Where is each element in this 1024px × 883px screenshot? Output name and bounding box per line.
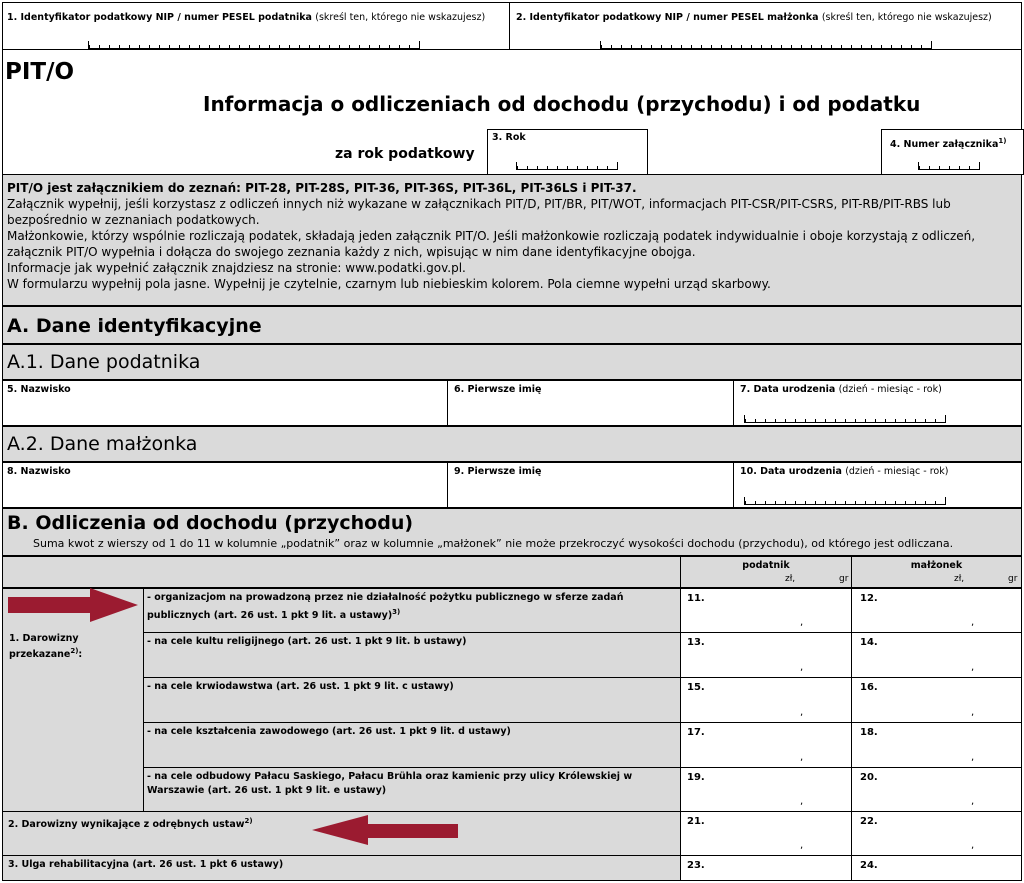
field-6-label: 6. Pierwsze imię bbox=[454, 384, 542, 395]
info-line-1: PIT/O jest załącznikiem do zeznań: PIT-28, PIT-28S, PIT-36, PIT-36S, PIT-36L, PIT-36LS i PIT-37. bbox=[7, 181, 637, 195]
field-4-label: 4. Numer załącznika bbox=[890, 139, 999, 151]
field-23-number: 23. bbox=[687, 860, 705, 871]
row-3-description bbox=[2, 855, 681, 881]
group-1-colon: : bbox=[78, 649, 83, 661]
row-1c-text: - na cele krwiodawstwa (art. 26 ust. 1 pkt 9 lit. c ustawy) bbox=[147, 681, 454, 692]
field-17-separator: , bbox=[800, 752, 804, 763]
field-12-separator: , bbox=[971, 617, 975, 628]
column-taxpayer-label: podatnik bbox=[742, 560, 790, 571]
field-1-digit-boxes bbox=[88, 41, 420, 49]
row-1e-text: - na cele odbudowy Pałacu Saskiego, Pałacu Brühla oraz kamienic przy ulicy Królewskiej w Warszawie (art. 26 ust. 1 pkt 9 lit. e ustawy) bbox=[147, 771, 633, 796]
field-2-label: 2. Identyfikator podatkowy NIP / numer PESEL małżonka bbox=[516, 12, 819, 23]
row-3-text: 3. Ulga rehabilitacyjna (art. 26 ust. 1 pkt 6 ustawy) bbox=[8, 859, 284, 870]
field-8-label: 8. Nazwisko bbox=[7, 466, 71, 477]
field-14-separator: , bbox=[971, 662, 975, 673]
row-1d-description bbox=[143, 722, 681, 768]
field-19[interactable] bbox=[680, 767, 852, 812]
info-line-2: Załącznik wypełnij, jeśli korzystasz z odliczeń innych niż wykazane w załącznikach PIT/D, PIT/BR, PIT/WOT, informacjach PIT-CSR/PIT-CSRS, PIT-RB/PIT-RBS lub bezpośrednio w zeznaniach podatkowych. bbox=[7, 197, 951, 227]
columns-header-left bbox=[2, 556, 681, 588]
instructions-block bbox=[2, 174, 1022, 306]
field-15-separator: , bbox=[800, 707, 804, 718]
field-1-label: 1. Identyfikator podatkowy NIP / numer PESEL podatnika bbox=[7, 12, 312, 23]
field-1-label-note: (skreśl ten, którego nie wskazujesz) bbox=[315, 12, 486, 23]
form-title: Informacja o odliczeniach od dochodu (przychodu) i od podatku bbox=[203, 92, 921, 116]
section-a-header bbox=[2, 306, 1022, 344]
field-16-separator: , bbox=[971, 707, 975, 718]
field-8-surname[interactable] bbox=[2, 462, 448, 508]
field-2-spouse-id[interactable] bbox=[509, 2, 1022, 50]
field-3-digit-boxes bbox=[516, 162, 618, 170]
section-a1-header bbox=[2, 344, 1022, 380]
field-1-taxpayer-id[interactable] bbox=[2, 2, 510, 50]
field-4-attachment-number[interactable] bbox=[881, 129, 1024, 175]
field-19-number: 19. bbox=[687, 772, 705, 783]
field-9-first-name[interactable] bbox=[447, 462, 734, 508]
row-2-text: 2. Darowizny wynikające z odrębnych ustaw bbox=[8, 819, 245, 831]
field-5-surname[interactable] bbox=[2, 380, 448, 426]
field-3-label: 3. Rok bbox=[492, 132, 526, 143]
info-line-3: Małżonkowie, którzy wspólnie rozliczają podatek, składają jeden załącznik PIT/O. Jeśli małżonkowie rozliczają podatek indywidualnie i oboje korzystają z odliczeń, załącznik PIT/O wypełnia i dołącza do swojego zeznania każdy z nich, wpisując w nim dane identyfikacyjne obojga. bbox=[7, 229, 976, 259]
row-1c-description bbox=[143, 677, 681, 723]
field-11-number: 11. bbox=[687, 593, 705, 604]
field-4-footnote: 1) bbox=[998, 137, 1007, 145]
section-a2-title: A.2. Dane małżonka bbox=[7, 433, 198, 455]
column-spouse-gr: gr bbox=[1008, 574, 1018, 584]
field-14[interactable] bbox=[851, 632, 1022, 678]
arrow-right-shape bbox=[8, 588, 138, 622]
group-1-footnote: 2) bbox=[70, 647, 79, 655]
field-18-separator: , bbox=[971, 752, 975, 763]
field-7-label: 7. Data urodzenia bbox=[740, 384, 836, 395]
field-12[interactable] bbox=[851, 588, 1022, 633]
header-block bbox=[2, 50, 1022, 174]
field-7-birth-date[interactable] bbox=[733, 380, 1022, 426]
row-1a-description bbox=[143, 588, 681, 633]
field-10-birth-date[interactable] bbox=[733, 462, 1022, 508]
field-18[interactable] bbox=[851, 722, 1022, 768]
field-12-number: 12. bbox=[860, 593, 878, 604]
row-1b-description bbox=[143, 632, 681, 678]
section-b-title: B. Odliczenia od dochodu (przychodu) bbox=[7, 512, 414, 534]
info-line-4: Informacje jak wypełnić załącznik znajdziesz na stronie: www.podatki.gov.pl. bbox=[7, 261, 466, 275]
info-line-5: W formularzu wypełnij pola jasne. Wypełnij je czytelnie, czarnym lub niebieskim kolorem. Pola ciemne wypełni urząd skarbowy. bbox=[7, 277, 771, 291]
arrow-left-icon bbox=[312, 815, 458, 845]
field-15-number: 15. bbox=[687, 682, 705, 693]
column-taxpayer-header bbox=[680, 556, 852, 588]
field-10-digit-boxes bbox=[744, 497, 946, 505]
row-1d-text: - na cele kształcenia zawodowego (art. 26 ust. 1 pkt 9 lit. d ustawy) bbox=[147, 726, 511, 737]
field-11-separator: , bbox=[800, 617, 804, 628]
field-20[interactable] bbox=[851, 767, 1022, 812]
field-20-number: 20. bbox=[860, 772, 878, 783]
field-3-year[interactable] bbox=[487, 129, 648, 175]
field-11[interactable] bbox=[680, 588, 852, 633]
field-13-separator: , bbox=[800, 662, 804, 673]
field-9-label: 9. Pierwsze imię bbox=[454, 466, 542, 477]
field-24[interactable] bbox=[851, 855, 1022, 881]
field-16[interactable] bbox=[851, 677, 1022, 723]
field-2-digit-boxes bbox=[600, 41, 932, 49]
field-2-label-note: (skreśl ten, którego nie wskazujesz) bbox=[821, 12, 992, 23]
section-a2-header bbox=[2, 426, 1022, 462]
section-a-title: A. Dane identyfikacyjne bbox=[7, 315, 262, 337]
field-5-label: 5. Nazwisko bbox=[7, 384, 71, 395]
field-10-label: 10. Data urodzenia bbox=[740, 466, 842, 477]
group-1-label: 1. Darowizny przekazane bbox=[9, 633, 79, 661]
column-taxpayer-zl: zł, bbox=[785, 574, 796, 584]
column-spouse-label: małżonek bbox=[910, 560, 963, 571]
field-21-separator: , bbox=[800, 840, 804, 851]
section-b-note: Suma kwot z wierszy od 1 do 11 w kolumnie „podatnik” oraz w kolumnie „małżonek” nie może przekroczyć wysokości dochodu (przychodu), od którego jest odliczana. bbox=[33, 537, 954, 550]
section-a1-title: A.1. Dane podatnika bbox=[7, 351, 201, 373]
row-2-footnote: 2) bbox=[244, 817, 253, 825]
arrow-right-icon bbox=[8, 588, 138, 622]
field-14-number: 14. bbox=[860, 637, 878, 648]
field-21[interactable] bbox=[680, 811, 852, 856]
field-6-first-name[interactable] bbox=[447, 380, 734, 426]
field-15[interactable] bbox=[680, 677, 852, 723]
row-1a-text: - organizacjom na prowadzoną przez nie działalność pożytku publicznego w sferze zadań publicznych (art. 26 ust. 1 pkt 9 lit. a ustawy) bbox=[147, 592, 624, 622]
field-20-separator: , bbox=[971, 796, 975, 807]
field-16-number: 16. bbox=[860, 682, 878, 693]
field-4-digit-boxes bbox=[918, 162, 980, 170]
field-22-number: 22. bbox=[860, 816, 878, 827]
tax-year-label: za rok podatkowy bbox=[335, 146, 475, 162]
field-18-number: 18. bbox=[860, 727, 878, 738]
field-13-number: 13. bbox=[687, 637, 705, 648]
field-17-number: 17. bbox=[687, 727, 705, 738]
field-7-label-note: (dzień - miesiąc - rok) bbox=[838, 384, 942, 395]
row-1e-description bbox=[143, 767, 681, 812]
section-b-header bbox=[2, 508, 1022, 556]
field-13[interactable] bbox=[680, 632, 852, 678]
field-22-separator: , bbox=[971, 840, 975, 851]
column-taxpayer-gr: gr bbox=[839, 574, 849, 584]
arrow-left-shape bbox=[312, 815, 458, 845]
field-22[interactable] bbox=[851, 811, 1022, 856]
form-code: PIT/O bbox=[5, 59, 75, 85]
field-23[interactable] bbox=[680, 855, 852, 881]
column-spouse-zl: zł, bbox=[954, 574, 965, 584]
field-10-label-note: (dzień - miesiąc - rok) bbox=[845, 466, 949, 477]
field-24-number: 24. bbox=[860, 860, 878, 871]
row-1a-footnote: 3) bbox=[392, 608, 401, 616]
field-19-separator: , bbox=[800, 796, 804, 807]
column-spouse-header bbox=[851, 556, 1022, 588]
field-21-number: 21. bbox=[687, 816, 705, 827]
field-7-digit-boxes bbox=[744, 415, 946, 423]
row-1b-text: - na cele kultu religijnego (art. 26 ust. 1 pkt 9 lit. b ustawy) bbox=[147, 636, 467, 647]
field-17[interactable] bbox=[680, 722, 852, 768]
